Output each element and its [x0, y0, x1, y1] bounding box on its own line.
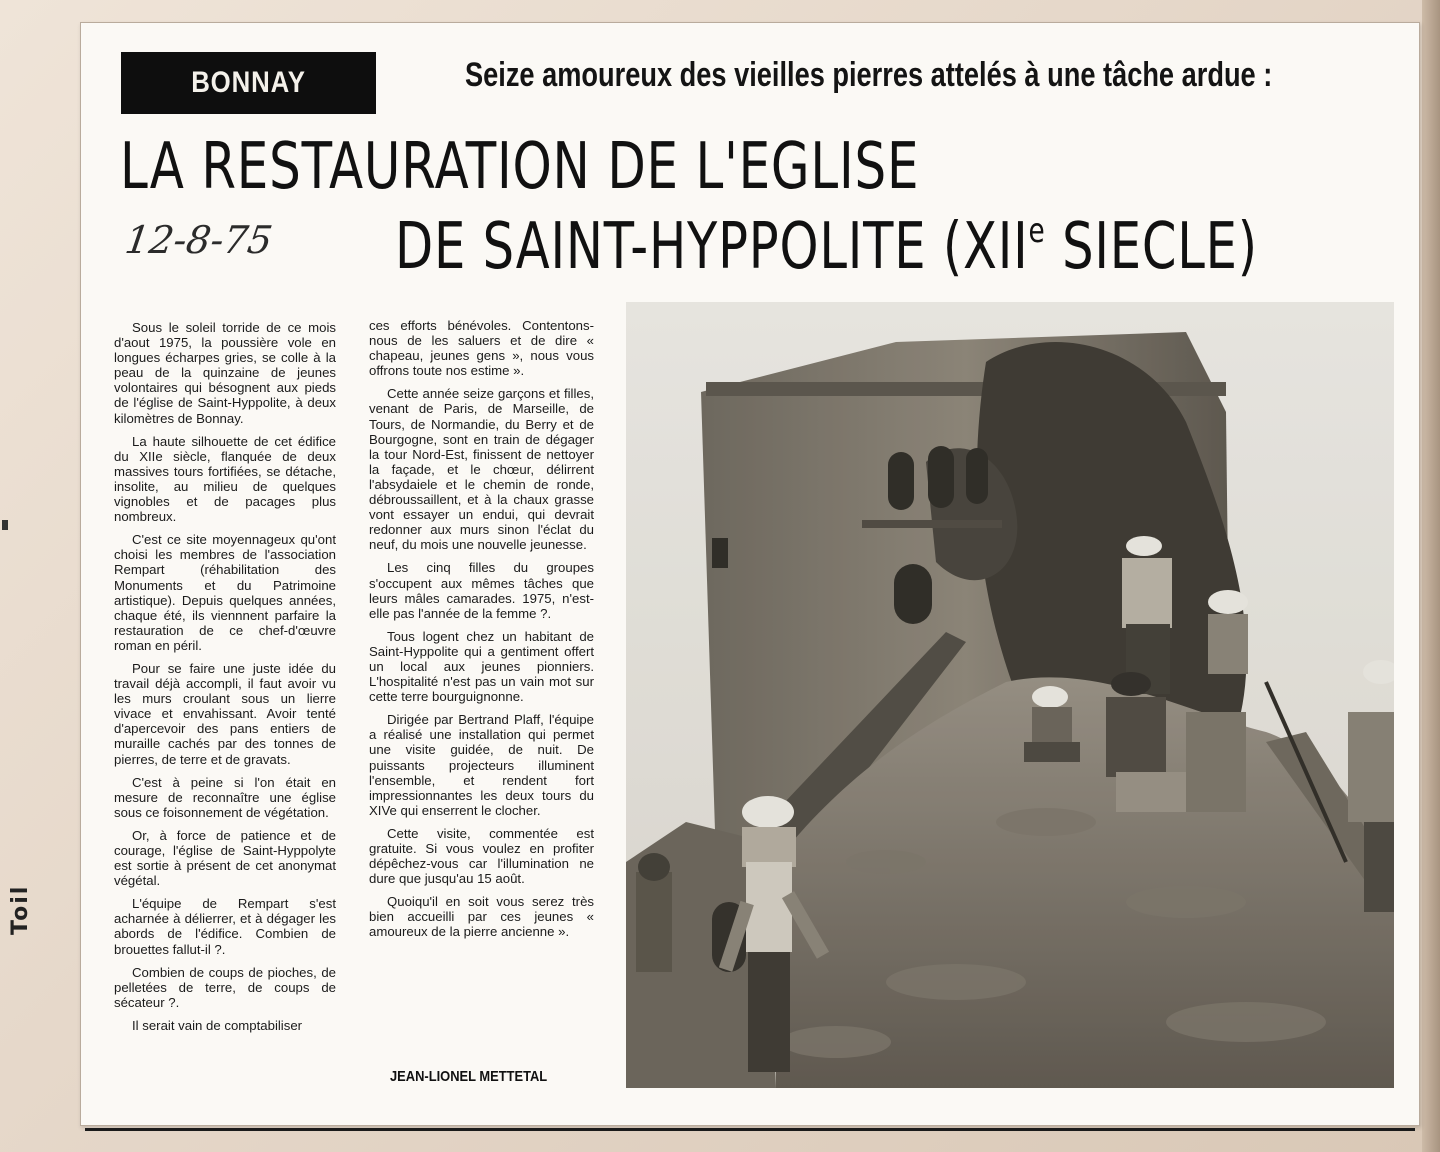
church-restoration-photo: [626, 302, 1394, 1088]
paragraph: Or, à force de patience et de courage, l'église de Saint-Hyppolyte est sortie à présent de cet anonymat végétal.: [114, 827, 336, 889]
album-binding-edge: [1422, 0, 1440, 1152]
paragraph: La haute silhouette de cet édifice du XIIe siècle, flanquée de deux massives tours fortifiées, se détache, insolite, au milieu de quelques vignobles et de pacages plus nombreux.: [114, 433, 336, 525]
paragraph: Tous logent chez un habitant de Saint-Hyppolite qui a gentiment offert un local aux jeunes pionniers. L'hospitalité n'est pas un vain mot sur cette terre bourguignonne.: [369, 628, 594, 705]
clipping-bottom-rule: [85, 1128, 1415, 1131]
headline-line-1: LA RESTAURATION DE L'EGLISE: [120, 130, 920, 204]
headline-line-2-text: DE SAINT-HYPPOLITE (XII: [395, 210, 1029, 284]
paragraph: Les cinq filles du groupes s'occupent aux mêmes tâches que leurs mâles camarades. 1975, n'est-elle pas l'année de la femme ?.: [369, 560, 594, 621]
paragraph: Quoiqu'il en soit vous serez très bien accueilli par ces jeunes « amoureux de la pierre ancienne ».: [369, 894, 594, 940]
headline-line-2: [395, 210, 1258, 290]
byline: JEAN-LIONEL METTETAL: [390, 1068, 548, 1085]
paragraph: L'équipe de Rempart s'est acharnée à délierrer, et à dégager les abords de l'édifice. Combien de brouettes fallut-il ?.: [114, 896, 336, 957]
photo-illustration: [626, 302, 1394, 1088]
margin-note: Toil: [8, 884, 33, 936]
article-subhead: Seize amoureux des vieilles pierres attelés à une tâche ardue :: [465, 56, 1273, 94]
paragraph: Cette visite, commentée est gratuite. Si vous voulez en profiter dépêchez-vous car l'illumination ne dure que jusqu'au 15 août.: [369, 825, 594, 887]
paragraph: Combien de coups de pioches, de pelletées de terre, de coups de sécateur ?.: [114, 964, 336, 1010]
paragraph: Il serait vain de comptabiliser: [132, 1017, 303, 1033]
article-column-1: [114, 320, 336, 1090]
paragraph: Cette année seize garçons et filles, venant de Paris, de Marseille, de Tours, de Normandie, du Berry et de Bourgogne, sont en train de dégager la tour Nord-Est, finissent de nettoyer la façade, et le chœur, délirrent l'absydaiele et le chemin de ronde, débroussaillent, et à la chaux grasse vont essayer un endui, qui devrait redonner aux murs sinon l'éclat du neuf, du mois une nouvelle jeunesse.: [369, 386, 594, 553]
kicker-box: [121, 52, 376, 114]
paragraph: C'est ce site moyennageux qu'ont choisi les membres de l'association Rempart (réhabilitation des Monuments et du Patrimoine artistique). Depuis quelques années, chaque été, ils viennnent parfaire la restauration de ce chef-d'œuvre roman en péril.: [114, 532, 336, 653]
headline-line-2-end: SIECLE): [1045, 210, 1258, 284]
paragraph: ces efforts bénévoles. Contentons-nous de les saluers et de dire « chapeau, jeunes gens », nous vous offrons toute nos estime ».: [369, 318, 594, 379]
kicker-label: BONNAY: [191, 66, 306, 99]
paragraph: Dirigée par Bertrand Plaff, l'équipe a réalisé une installation qui permet une visite guidée, de nuit. De puissants projecteurs illuminent l'ensemble, et rendent fort impressionnantes les deux tours du XIVe qui enserrent le clocher.: [369, 712, 594, 818]
paragraph: Sous le soleil torride de ce mois d'aout 1975, la poussière vole en longues écharpes gries, se colle à la peau de la quinzaine de jeunes volontaires qui bésognent aux pieds de l'église de Saint-Hyppolite, à deux kilomètres de Bonnay.: [114, 320, 336, 426]
headline-superscript: e: [1028, 211, 1046, 251]
article-column-2: [369, 318, 594, 1058]
paragraph: C'est à peine si l'on était en mesure de reconnaître une église sous ce foisonnement de végétation.: [114, 774, 336, 820]
handwritten-date: 12-8-75: [122, 218, 276, 262]
scan-mark: [2, 520, 8, 530]
paragraph: Pour se faire une juste idée du travail déjà accompli, il faut avoir vu les murs croulant sous un lierre vivace et envahissant. Avoir tenté d'apercevoir des pans entiers de muraille cachés par des tonnes de pierres, de terre et de gravats.: [114, 660, 336, 767]
